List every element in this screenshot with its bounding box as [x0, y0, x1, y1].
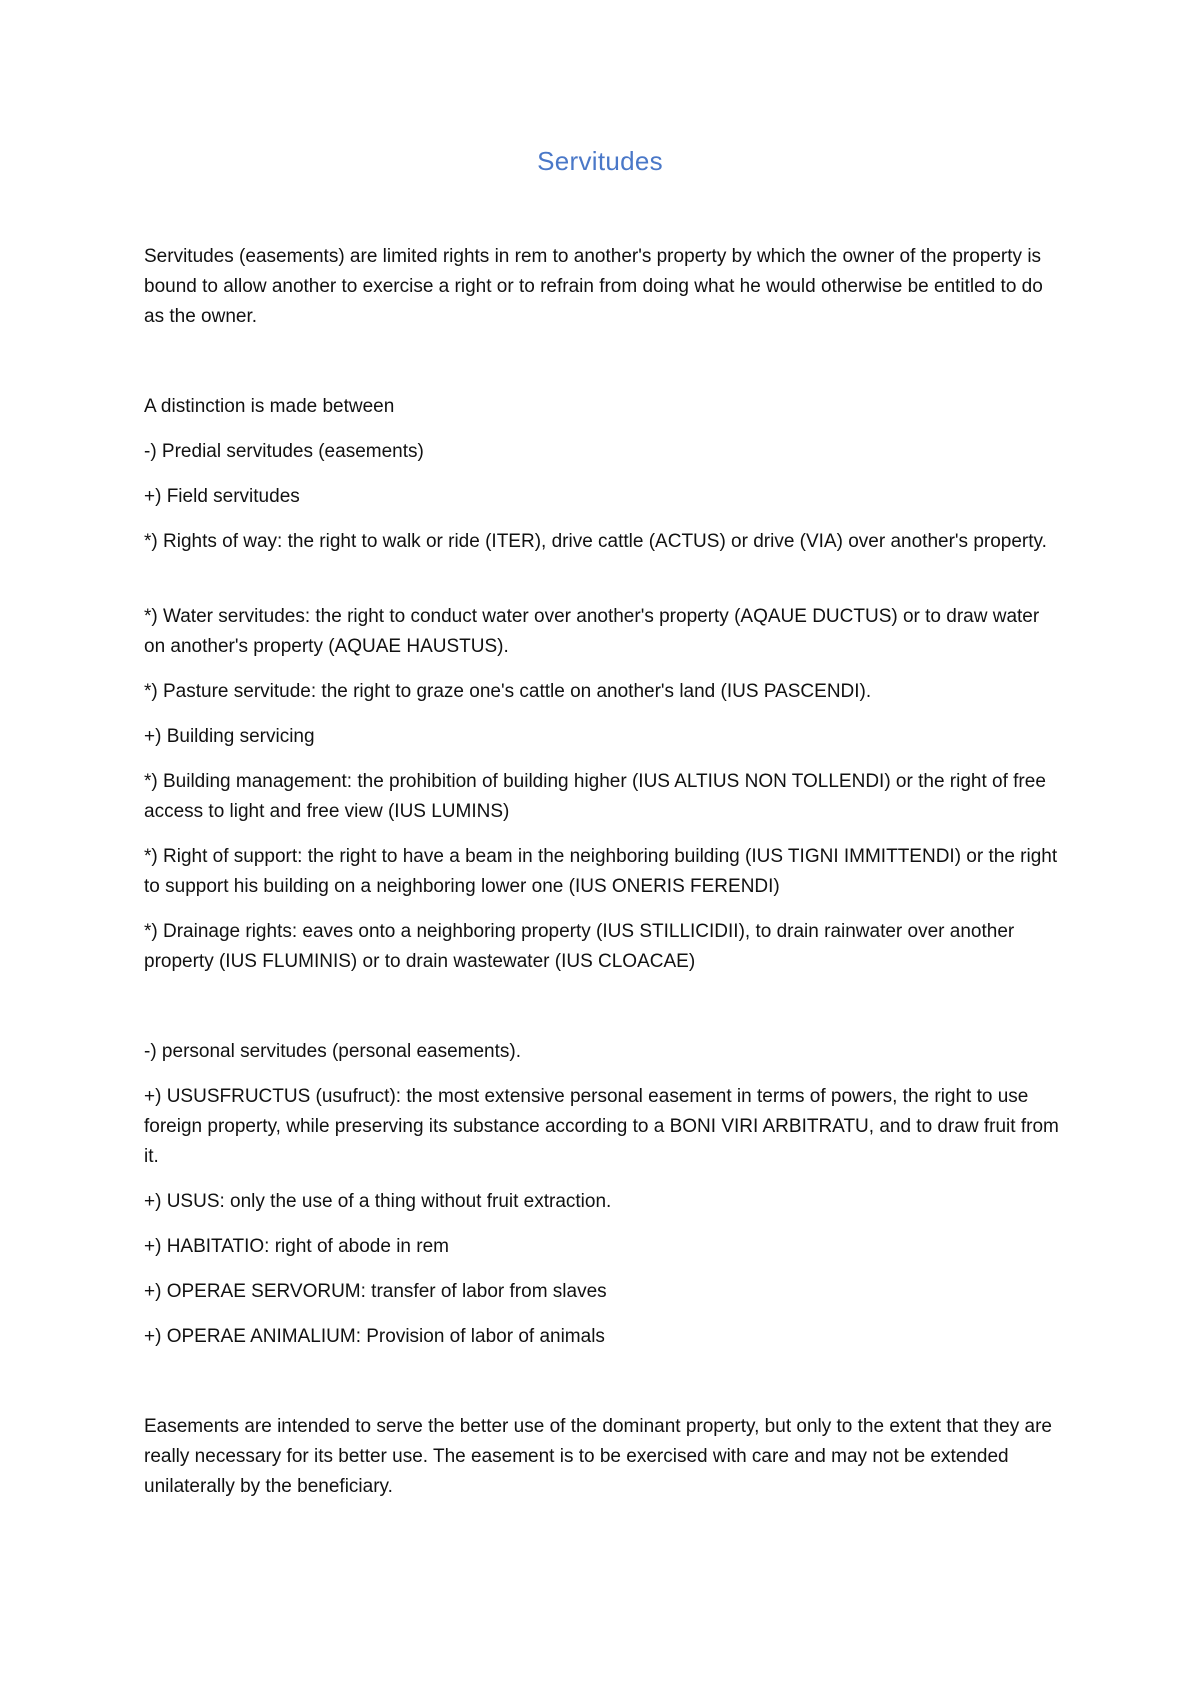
building-management-item: *) Building management: the prohibition of building higher (IUS ALTIUS NON TOLLENDI) or the right of free access to light and free view (IUS LUMINS)	[144, 771, 1046, 822]
operae-servorum-item: +) OPERAE SERVORUM: transfer of labor from slaves	[144, 1281, 607, 1302]
document-title: Servitudes	[537, 146, 663, 176]
drainage-rights-item: *) Drainage rights: eaves onto a neighboring property (IUS STILLICIDII), to drain rainwater over another property (IUS FLUMINIS) or to drain wastewater (IUS CLOACAE)	[144, 921, 1015, 972]
usus-item: +) USUS: only the use of a thing without fruit extraction.	[144, 1191, 612, 1212]
ususfructus-item: +) USUSFRUCTUS (usufruct): the most extensive personal easement in terms of powers, the right to use foreign property, while preserving its substance according to a BONI VIRI ARBITRATU, and to draw fruit from it.	[144, 1086, 1059, 1167]
intro-paragraph: Servitudes (easements) are limited rights in rem to another's property by which the owner of the property is bound to allow another to exercise a right or to refrain from doing what he would otherwise be entitled to do as the owner.	[144, 246, 1043, 327]
operae-animalium-item: +) OPERAE ANIMALIUM: Provision of labor of animals	[144, 1326, 605, 1347]
closing-paragraph: Easements are intended to serve the better use of the dominant property, but only to the extent that they are really necessary for its better use. The easement is to be exercised with care and may not be extended unilaterally by the beneficiary.	[144, 1416, 1052, 1497]
personal-servitudes-heading: -) personal servitudes (personal easements).	[144, 1041, 522, 1062]
distinction-line: A distinction is made between	[144, 396, 395, 417]
field-servitudes-heading: +) Field servitudes	[144, 486, 300, 507]
right-of-support-item: *) Right of support: the right to have a beam in the neighboring building (IUS TIGNI IMMITTENDI) or the right to support his building on a neighboring lower one (IUS ONERIS FERENDI)	[144, 846, 1058, 897]
rights-of-way-item: *) Rights of way: the right to walk or ride (ITER), drive cattle (ACTUS) or drive (VIA) over another's property.	[144, 531, 1047, 552]
pasture-servitude-item: *) Pasture servitude: the right to graze one's cattle on another's land (IUS PASCENDI).	[144, 681, 872, 702]
habitatio-item: +) HABITATIO: right of abode in rem	[144, 1236, 449, 1257]
building-servicing-heading: +) Building servicing	[144, 726, 315, 747]
water-servitudes-item: *) Water servitudes: the right to conduct water over another's property (AQAUE DUCTUS) or to draw water on another's property (AQUAE HAUSTUS).	[144, 606, 1040, 657]
predial-servitudes-heading: -) Predial servitudes (easements)	[144, 441, 424, 462]
